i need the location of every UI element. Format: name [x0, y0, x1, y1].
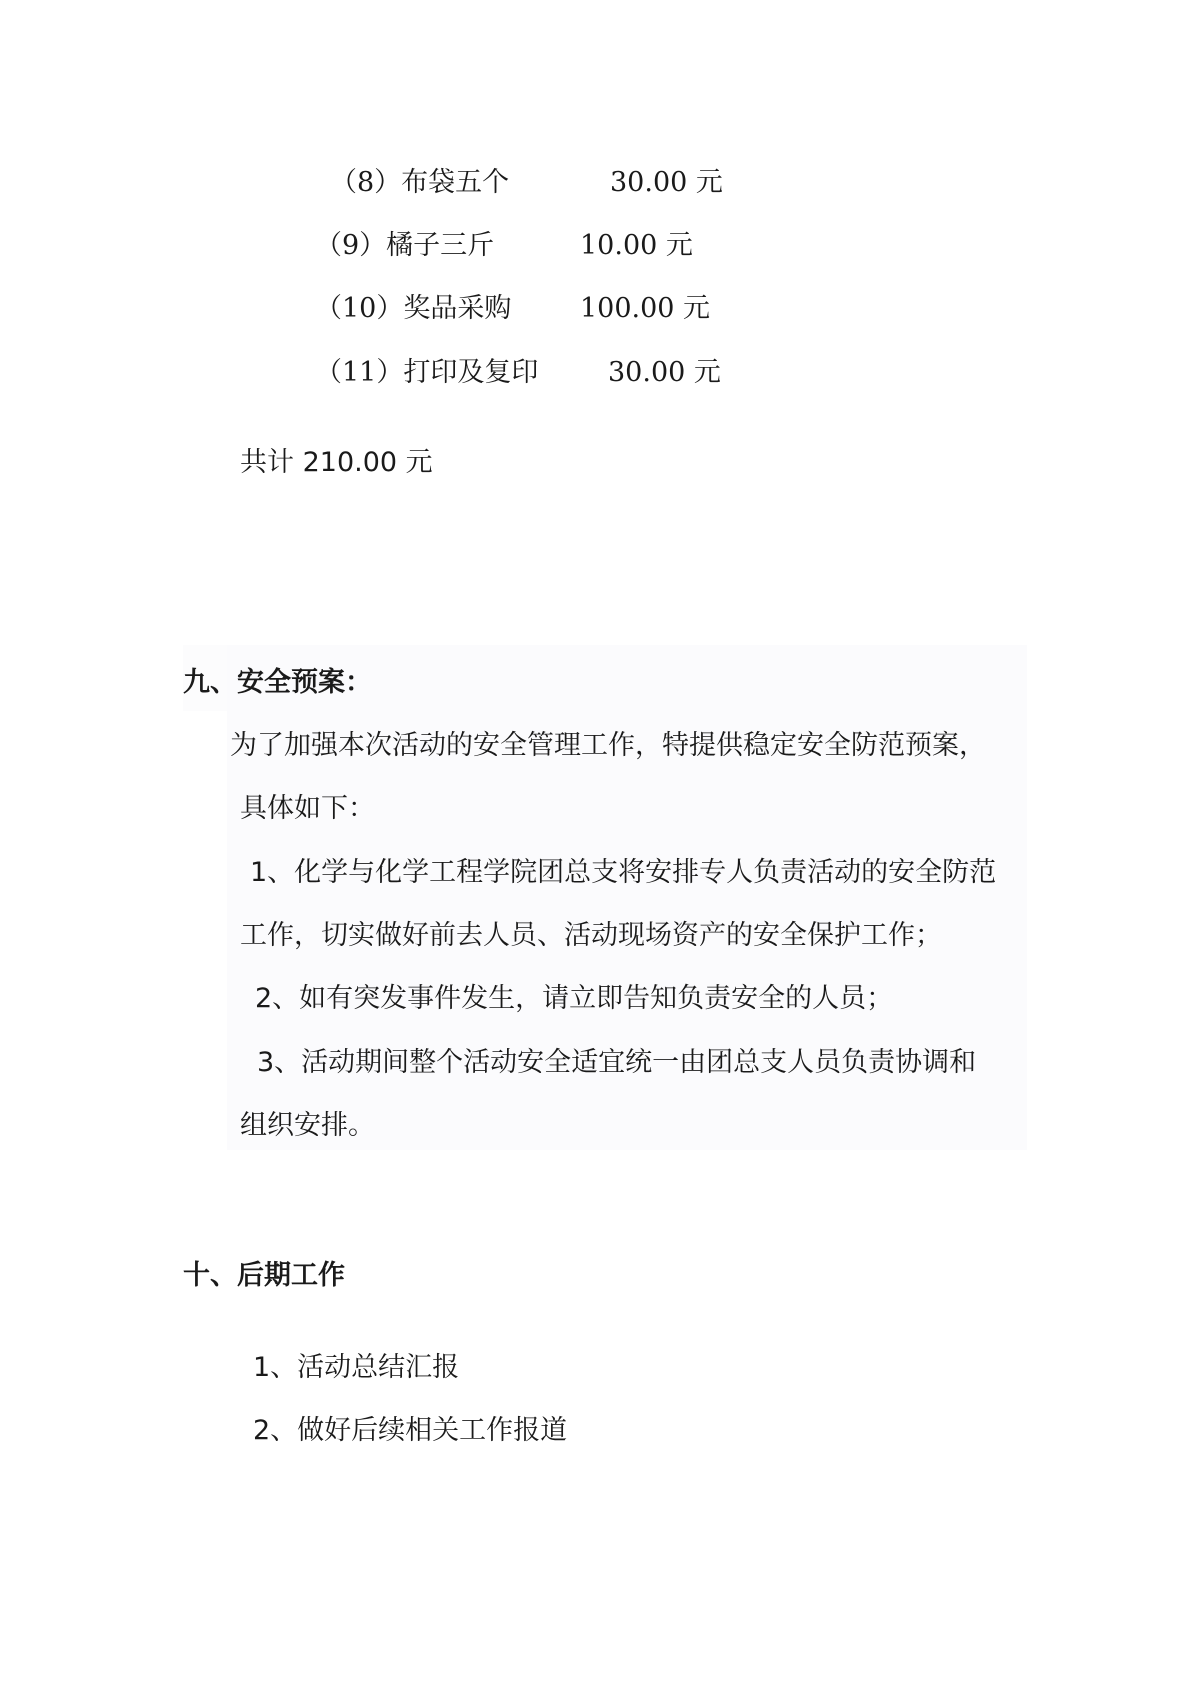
safety-item-line: 3、活动期间整个活动安全适宜统一由团总支人员负责协调和: [257, 1047, 977, 1078]
total-amount: 共计 210.00 元: [240, 447, 433, 478]
follow-up-item: 2、做好后续相关工作报道: [253, 1415, 568, 1446]
safety-intro-line: 具体如下：: [240, 793, 375, 824]
expense-amount: 30.00 元: [610, 167, 723, 198]
expense-name: （8）布袋五个: [330, 167, 510, 198]
safety-item-line: 2、如有突发事件发生，请立即告知负责安全的人员；: [255, 983, 894, 1014]
expense-name: （9）橘子三斤: [315, 230, 495, 261]
safety-item-line: 组织安排。: [240, 1110, 375, 1141]
safety-item-line: 工作，切实做好前去人员、活动现场资产的安全保护工作；: [240, 920, 942, 951]
safety-intro-line: 为了加强本次活动的安全管理工作，特提供稳定安全防范预案，: [230, 730, 986, 761]
expense-amount: 30.00 元: [608, 357, 721, 388]
expense-name: （10）奖品采购: [315, 293, 512, 324]
expense-amount: 10.00 元: [580, 230, 693, 261]
safety-item-line: 1、化学与化学工程学院团总支将安排专人负责活动的安全防范: [250, 857, 997, 888]
expense-amount: 100.00 元: [580, 293, 711, 324]
follow-up-item: 1、活动总结汇报: [253, 1352, 460, 1383]
section-title-follow-up: 十、后期工作: [183, 1260, 345, 1291]
section-title-safety-plan: 九、安全预案：: [183, 667, 372, 698]
expense-name: （11）打印及复印: [315, 357, 539, 388]
